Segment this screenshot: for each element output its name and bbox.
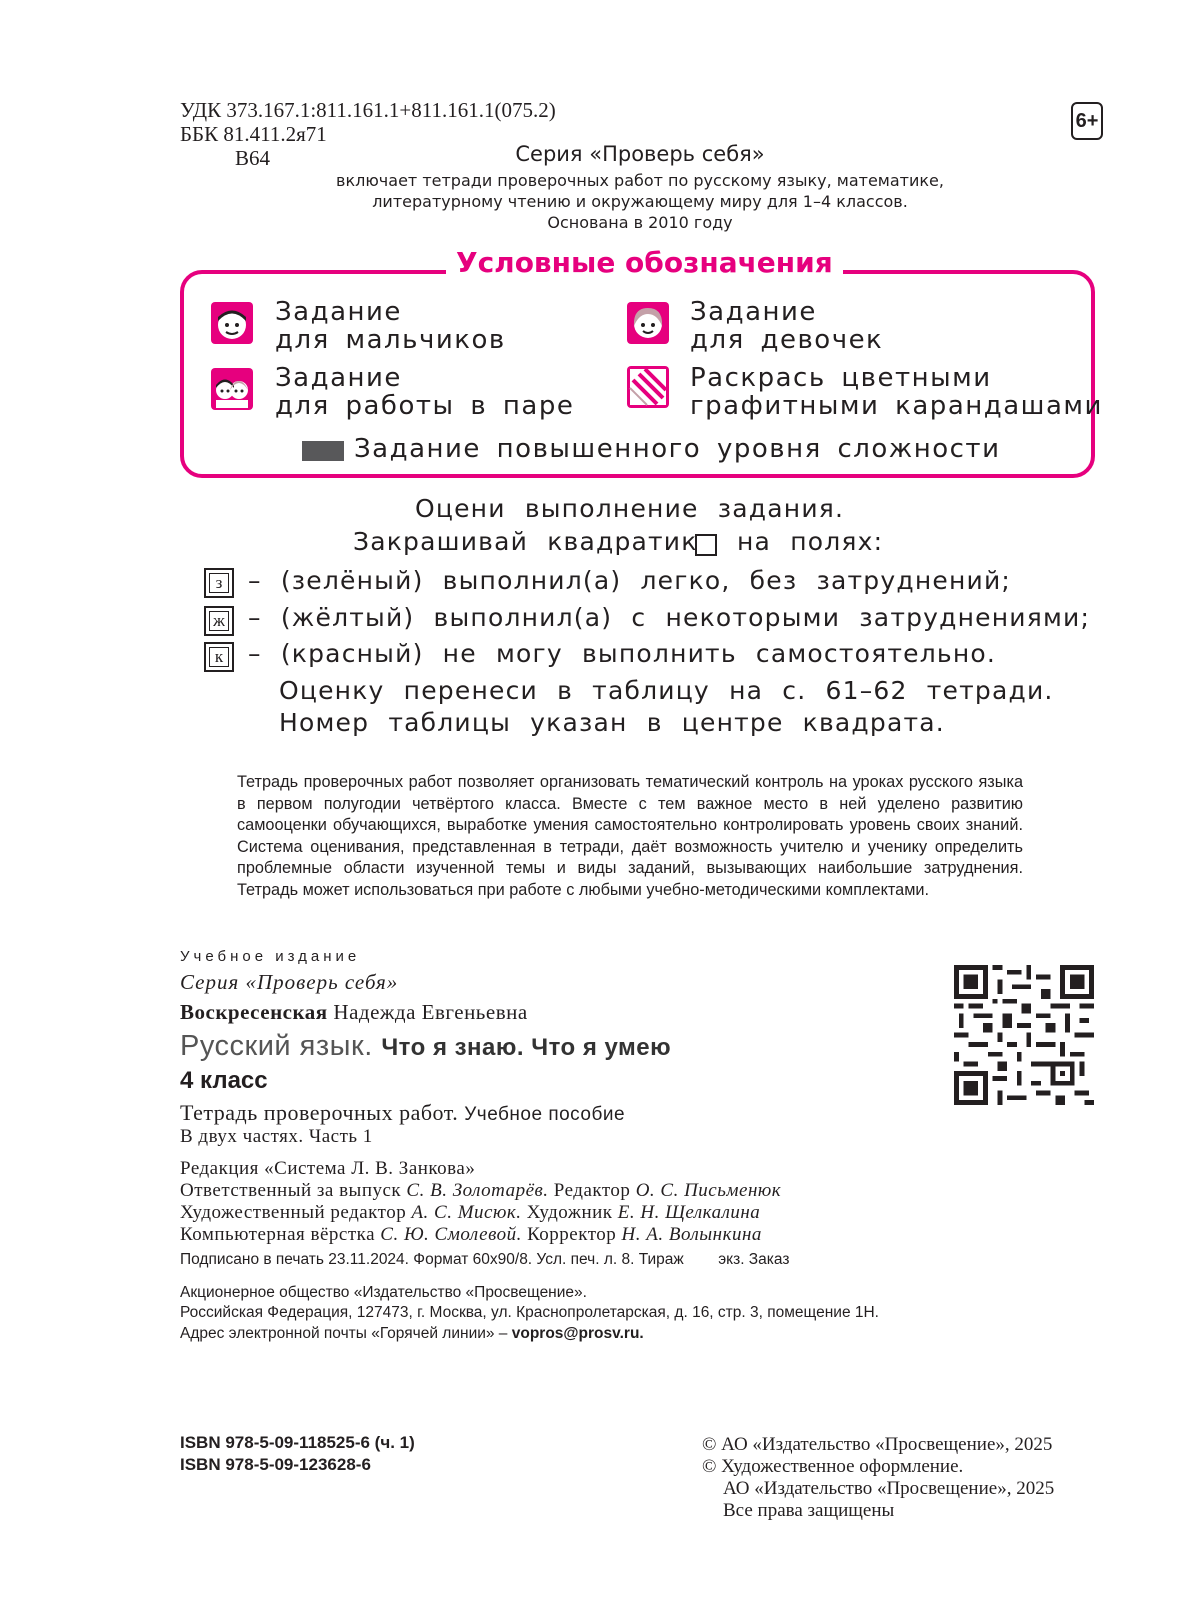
- legend-title: Условные обозначения: [446, 246, 843, 279]
- credit-label: Художественный редактор: [180, 1202, 407, 1223]
- print-info: Подписано в печать 23.11.2024. Формат 60х90/8. Усл. печ. л. 8. Тираж экз. Заказ: [180, 1251, 790, 1268]
- eval-instruction: Оцени выполнение задания.: [415, 494, 845, 523]
- responsible-line: [180, 1180, 781, 1202]
- book-title-main: Русский язык.: [180, 1030, 373, 1062]
- legend-line: Задание: [275, 363, 402, 393]
- legend-line: Задание: [275, 297, 402, 327]
- art-line: [180, 1202, 781, 1224]
- imprint-header: Учебное издание: [180, 948, 361, 965]
- credit-name: С. Ю. Смолевой.: [380, 1224, 522, 1245]
- credit-label: Художник: [526, 1202, 613, 1223]
- edition-line: Редакция «Система Л. В. Занкова»: [180, 1158, 476, 1179]
- email-label: Адрес электронной почты «Горячей линии» –: [180, 1325, 508, 1342]
- copyright-line: АО «Издательство «Просвещение», 2025: [723, 1478, 1055, 1499]
- legend-line: графитными карандашами: [690, 391, 1103, 421]
- age-rating-badge: 6+: [1071, 102, 1103, 140]
- eval-item-yellow: – (жёлтый) выполнил(а) с некоторыми затруднениями;: [248, 603, 1091, 632]
- credit-name: Н. А. Волынкина: [621, 1224, 762, 1245]
- credits: [180, 1158, 781, 1246]
- publisher-info: [180, 1283, 879, 1323]
- legend-girls-text: [690, 298, 883, 354]
- series-title: Серия «Проверь себя»: [515, 142, 765, 166]
- email-link[interactable]: vopros@prosv.ru.: [511, 1325, 644, 1342]
- isbn-block: [180, 1432, 415, 1476]
- legend-line: для девочек: [690, 325, 884, 355]
- eval-item-red: – (красный) не могу выполнить самостоятельно.: [248, 639, 997, 668]
- imprint-series: Серия «Проверь себя»: [180, 970, 399, 994]
- legend-line: для мальчиков: [275, 325, 506, 355]
- credit-label: Редактор: [553, 1180, 631, 1201]
- mark-red-icon: [204, 642, 234, 672]
- copyright-line: Все права защищены: [723, 1500, 895, 1521]
- isbn-line: ISBN 978-5-09-118525-6 (ч. 1): [180, 1433, 415, 1452]
- pair-icon: [211, 368, 253, 410]
- workbook-type-label: Учебное пособие: [464, 1104, 626, 1125]
- hotline-email: [180, 1325, 644, 1343]
- workbook-type: [180, 1100, 625, 1126]
- legend-boys-text: [275, 298, 506, 354]
- series-description: [320, 170, 960, 233]
- credit-name: О. С. Письменюк: [635, 1180, 782, 1201]
- credit-name: Е. Н. Щелкалина: [617, 1202, 761, 1223]
- qr-code-icon[interactable]: [954, 965, 1094, 1105]
- legend-pair-text: [275, 364, 574, 420]
- credit-name: С. В. Золотарёв.: [406, 1180, 549, 1201]
- eval-item-green: – (зелёный) выполнил(а) легко, без затруднений;: [248, 566, 1012, 595]
- bbk-code: ББК 81.411.2я71: [180, 122, 327, 146]
- legend-color-text: [690, 364, 1103, 420]
- author-last-name: Воскресенская: [180, 1000, 328, 1024]
- layout-line: [180, 1224, 781, 1246]
- udk-code: УДК 373.167.1:811.161.1+811.161.1(075.2): [180, 98, 556, 122]
- workbook-label: Тетрадь проверочных работ.: [180, 1100, 459, 1125]
- mark-letter: з: [209, 573, 229, 593]
- author: [180, 1000, 528, 1025]
- author-first-name: Надежда Евгеньевна: [333, 1000, 528, 1024]
- author-code: В64: [235, 146, 271, 170]
- hard-task-marker: [302, 441, 344, 461]
- publisher-name: Акционерное общество «Издательство «Просвещение».: [180, 1284, 587, 1301]
- legend-line: Задание: [690, 297, 817, 327]
- series-desc-line: Основана в 2010 году: [547, 213, 733, 232]
- legend-line: для работы в паре: [275, 391, 575, 421]
- square-checkbox-icon: [695, 534, 717, 556]
- mark-green-icon: [204, 568, 234, 598]
- eval-instruction-a: Закрашивай квадратик: [353, 527, 698, 556]
- eval-note-1: Оценку перенеси в таблицу на с. 61–62 тетради.: [279, 676, 1054, 705]
- eval-note-2: Номер таблицы указан в центре квадрата.: [279, 708, 945, 737]
- mark-yellow-icon: [204, 606, 234, 636]
- mark-letter: к: [209, 647, 229, 667]
- grade: 4 класс: [180, 1067, 268, 1094]
- parts: В двух частях. Часть 1: [180, 1126, 373, 1147]
- mark-letter: ж: [209, 611, 229, 631]
- credit-label: Ответственный за выпуск: [180, 1180, 402, 1201]
- copyright-block: [702, 1434, 1054, 1522]
- book-title: [180, 1030, 671, 1063]
- book-title-sub: Что я знаю. Что я умею: [381, 1034, 672, 1061]
- legend-line: Раскрась цветными: [690, 363, 992, 393]
- copyright-line: © Художественное оформление.: [702, 1456, 964, 1477]
- annotation-text: Тетрадь проверочных работ позволяет организовать тематический контроль на уроках русского языка в первом полугодии четвёртого класса. Вместе с тем важное место в ней уделено развитию самооценки обучающихся, выработке умения самостоятельно контролировать уровень своих знаний. Система оценивания, представленная в тетради, даёт возможность учителю и ученику определить проблемные области изученной темы и виды заданий, вызывающих наибольшие затруднения. Тетрадь может использоваться при работе с любыми учебно-методическими комплектами.: [237, 773, 1023, 899]
- copyright-line: © АО «Издательство «Просвещение», 2025: [702, 1434, 1053, 1455]
- pencils-icon: [627, 366, 669, 408]
- legend-hard-text: Задание повышенного уровня сложности: [354, 434, 1001, 464]
- credit-label: Компьютерная вёрстка: [180, 1224, 376, 1245]
- series-desc-line: включает тетради проверочных работ по русскому языку, математике,: [336, 171, 944, 190]
- boy-icon: [211, 302, 253, 344]
- eval-instruction-b: на полях:: [737, 527, 884, 556]
- credit-label: Корректор: [527, 1224, 617, 1245]
- publisher-address: Российская Федерация, 127473, г. Москва, ул. Краснопролетарская, д. 16, стр. 3, помещение 1Н.: [180, 1304, 879, 1321]
- series-desc-line: литературному чтению и окружающему миру для 1–4 классов.: [372, 192, 908, 211]
- credit-name: А. С. Мисюк.: [411, 1202, 522, 1223]
- isbn-line: ISBN 978-5-09-123628-6: [180, 1455, 371, 1474]
- girl-icon: [627, 302, 669, 344]
